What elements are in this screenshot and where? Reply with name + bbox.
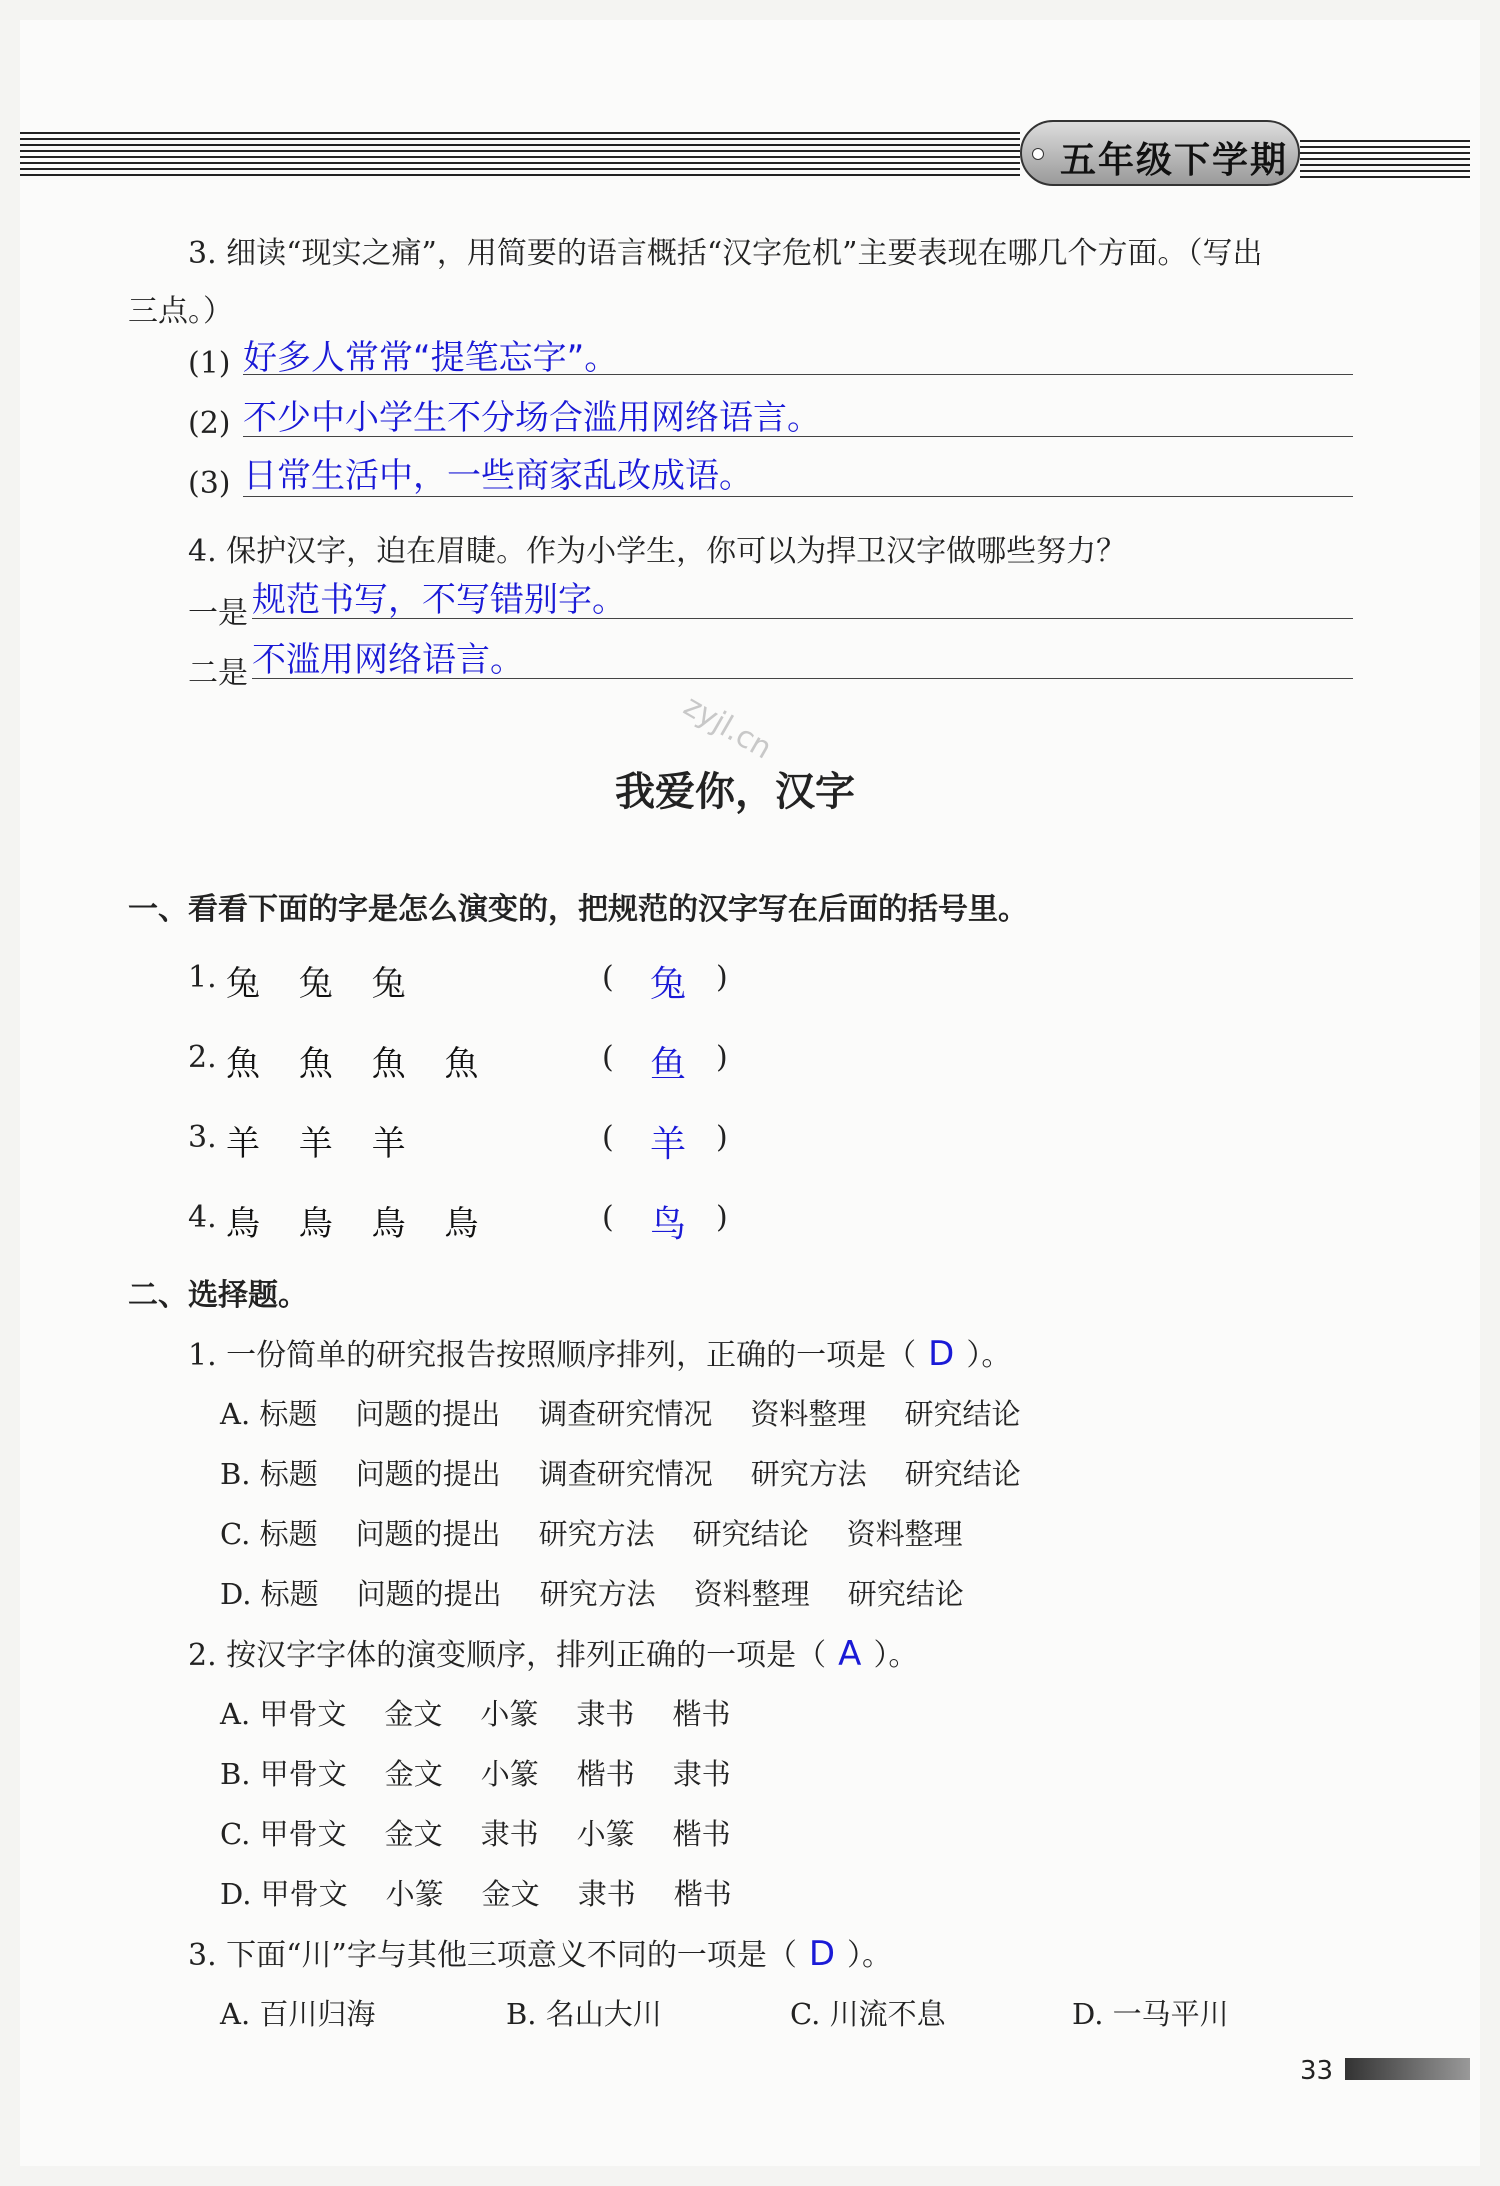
option-cell: 隶书 [672,1757,731,1791]
page-number: 33 [1300,2056,1334,2086]
option-cell: 小篆 [576,1817,635,1851]
question-text: 2. 按汉字字体的演变顺序，排列正确的一项是（ [188,1638,827,1673]
evolution-answer-2: 鱼 [650,1044,687,1085]
option-row [220,1452,1059,1493]
option-cell: D. 甲骨文 [220,1877,348,1911]
option-c: C. 川流不息 [790,1997,946,2031]
option-cell: 研究方法 [750,1457,867,1491]
section1-heading: 一、看看下面的字是怎么演变的，把规范的汉字写在后面的括号里。 [128,892,1028,927]
option-row [220,1752,769,1793]
evolution-num: 1. [188,960,217,995]
option-cell: 隶书 [480,1817,539,1851]
question-text-end: ）。 [966,1338,1012,1373]
option-d: D. 一马平川 [1072,1997,1229,2031]
option-cell: 隶书 [577,1877,636,1911]
watermark: zyjl.cn [677,688,778,767]
question-text-end: ）。 [847,1938,893,1973]
mc-answer-2: A [838,1634,862,1674]
option-cell: 问题的提出 [355,1397,501,1431]
option-cell: 金文 [481,1877,540,1911]
option-cell: 研究结论 [904,1397,1021,1431]
option-cell: 小篆 [480,1697,539,1731]
mc-question-2 [188,1630,918,1674]
q3-answer-1: 好多人常常“提笔忘字”。 [243,338,619,378]
bracket: ) [716,1040,728,1075]
q4-item-label: 一是 [188,596,248,631]
q4-answer-2: 不滥用网络语言。 [252,640,524,680]
mc-question-1 [188,1330,1011,1374]
bracket: ( [602,960,614,995]
bracket: ) [716,1120,728,1155]
answer-line [252,678,1353,679]
option-cell: 小篆 [480,1757,539,1791]
option-cell: C. 标题 [220,1517,318,1551]
mc-question-3 [188,1930,892,1974]
header-rule-right [1300,140,1470,178]
evolution-num: 4. [188,1200,217,1235]
bracket: ( [602,1120,614,1155]
option-cell: 金文 [384,1817,443,1851]
answer-line [252,618,1353,619]
option-cell: B. 甲骨文 [220,1757,347,1791]
option-row [220,1392,1058,1433]
question-text: 1. 一份简单的研究报告按照顺序排列，正确的一项是（ [188,1338,917,1373]
q3-prompt-line1: 3. 细读“现实之痛”，用简要的语言概括“汉字危机”主要表现在哪几个方面。（写出 [188,236,1263,271]
header-rule-left [20,132,1020,178]
option-cell: A. 甲骨文 [220,1697,347,1731]
q3-item-label: (1) [188,346,231,381]
option-cell: 隶书 [576,1697,635,1731]
option-cell: A. 标题 [220,1397,318,1431]
option-row [220,1692,768,1733]
option-cell: 资料整理 [693,1577,810,1611]
option-row [220,1812,769,1853]
section2-heading: 二、选择题。 [128,1278,308,1313]
question-text-end: ）。 [873,1638,919,1673]
option-cell: 资料整理 [846,1517,963,1551]
option-cell: 楷书 [673,1877,732,1911]
option-cell: D. 标题 [220,1577,319,1611]
bracket: ) [716,960,728,995]
evolution-forms: 羊 羊 羊 [226,1124,420,1164]
q4-answer-1: 规范书写，不写错别字。 [252,580,626,620]
option-row [220,1572,1002,1613]
footer-bar [1345,2058,1470,2080]
option-row [220,1872,770,1913]
option-b: B. 名山大川 [506,1997,662,2031]
option-cell: 问题的提出 [355,1457,501,1491]
evolution-answer-4: 鸟 [650,1204,687,1245]
question-text: 3. 下面“川”字与其他三项意义不同的一项是（ [188,1938,797,1973]
option-row [220,1512,1001,1553]
option-cell: 研究方法 [539,1577,656,1611]
q3-answer-3: 日常生活中，一些商家乱改成语。 [243,456,753,496]
option-cell: 问题的提出 [355,1517,501,1551]
option-cell: 小篆 [385,1877,444,1911]
option-a: A. 百川归海 [220,1997,376,2031]
option-cell: 调查研究情况 [538,1457,713,1491]
evolution-forms: 兔 兔 兔 [226,964,420,1004]
option-cell: 调查研究情况 [538,1397,713,1431]
option-cell: 问题的提出 [356,1577,502,1611]
grade-badge-label: 五年级下学期 [1060,140,1289,181]
q4-item-label: 二是 [188,656,248,691]
evolution-forms: 魚 魚 魚 魚 [226,1044,493,1084]
answer-line [243,496,1353,497]
mc-answer-3: D [808,1934,836,1974]
option-cell: 资料整理 [750,1397,867,1431]
q3-answer-2: 不少中小学生不分场合滥用网络语言。 [243,398,821,438]
evolution-answer-3: 羊 [650,1124,687,1165]
q4-prompt: 4. 保护汉字，迫在眉睫。作为小学生，你可以为捍卫汉字做哪些努力？ [188,534,1127,569]
option-cell: C. 甲骨文 [220,1817,347,1851]
q3-item-label: (2) [188,406,231,441]
option-cell: 金文 [384,1757,443,1791]
answer-line [243,374,1353,375]
option-cell: B. 标题 [220,1457,318,1491]
option-cell: 金文 [384,1697,443,1731]
evolution-num: 3. [188,1120,217,1155]
bracket: ( [602,1200,614,1235]
badge-dot-icon [1032,148,1044,160]
q3-item-label: (3) [188,466,231,501]
evolution-answer-1: 兔 [650,964,687,1005]
option-cell: 研究结论 [904,1457,1021,1491]
option-cell: 楷书 [672,1697,731,1731]
answer-line [243,436,1353,437]
bracket: ( [602,1040,614,1075]
evolution-num: 2. [188,1040,217,1075]
section-title: 我爱你，汉字 [615,769,855,815]
option-cell: 研究结论 [847,1577,964,1611]
option-cell: 研究结论 [692,1517,809,1551]
option-cell: 研究方法 [538,1517,655,1551]
bracket: ) [716,1200,728,1235]
option-cell: 楷书 [576,1757,635,1791]
option-cell: 楷书 [672,1817,731,1851]
mc-answer-1: D [928,1334,955,1374]
q3-prompt-line2: 三点。） [128,294,233,329]
evolution-forms: 鳥 鳥 鳥 鳥 [226,1204,493,1244]
